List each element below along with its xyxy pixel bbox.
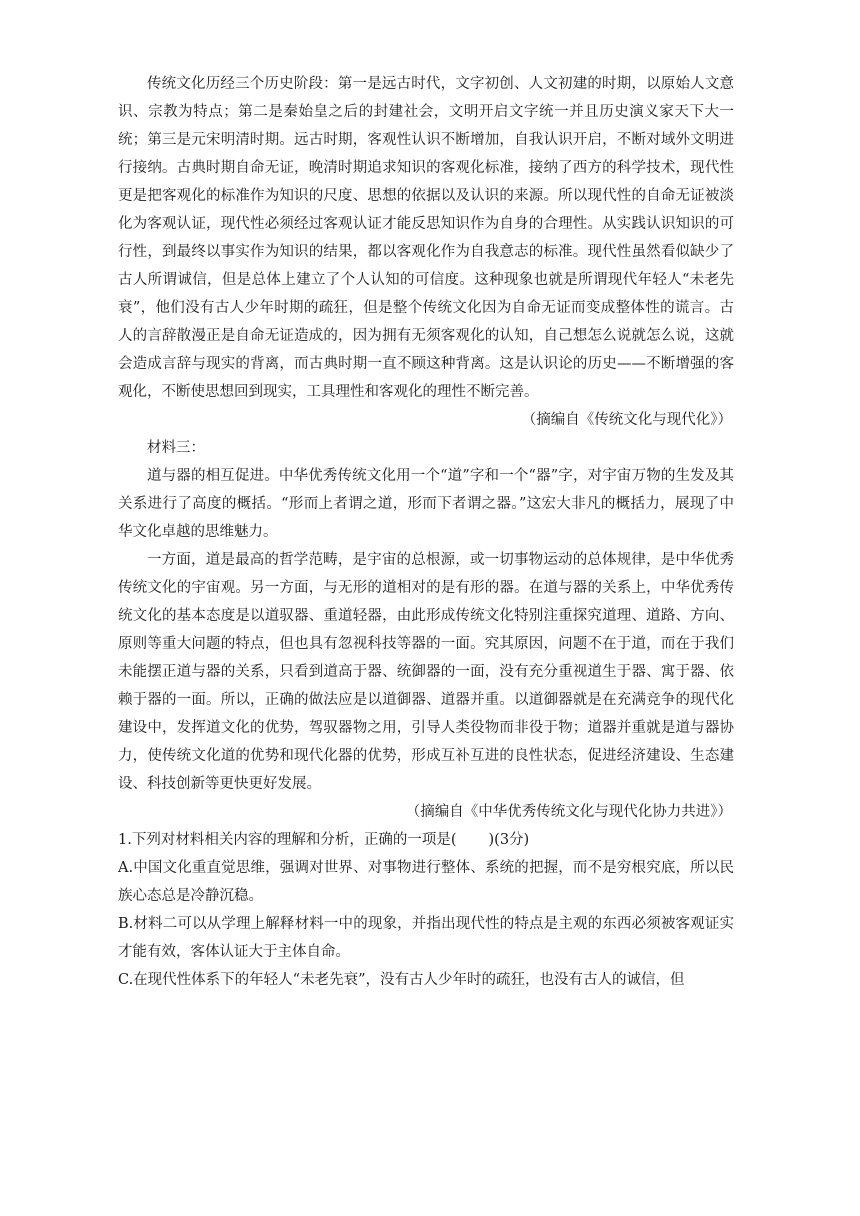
document-page — [118, 70, 734, 994]
question-1-stem — [118, 826, 734, 854]
material3-paragraph-1: 道与器的相互促进。中华优秀传统文化用一个“道”字和一个“器”字，对宇宙万物的生发及其关系进行了高度的概括。“形而上者谓之道，形而下者谓之器。”这宏大非凡的概括力，展现了中华文化卓越的思维魅力。 — [118, 468, 734, 540]
option-a: A.中国文化重直觉思维，强调对世界、对事物进行整体、系统的把握，而不是穷根究底，所以民族心态总是冷静沉稳。 — [118, 860, 734, 904]
material3-paragraph-2: 一方面，道是最高的哲学范畴，是宇宙的总根源，或一切事物运动的总体规律，是中华优秀传统文化的宇宙观。另一方面，与无形的道相对的是有形的器。在道与器的关系上，中华优秀传统文化的基本态度是以道驭器、重道轻器，由此形成传统文化特别注重探究道理、道路、方向、原则等重大问题的特点，但也具有忽视科技等器的一面。究其原因，问题不在于道，而在于我们未能摆正道与器的关系，只看到道高于器、统御器的一面，没有充分重视道生于器、寓于器、依赖于器的一面。所以，正确的做法应是以道御器、道器并重。以道御器就是在充满竞争的现代化建设中，发挥道文化的优势，驾驭器物之用，引导人类役物而非役于物；道器并重就是道与器协力，使传统文化道的优势和现代化器的优势，形成互补互进的良性状态，促进经济建设、生态建设、科技创新等更快更好发展。 — [118, 552, 734, 792]
question-1-stem-before: 1.下列对材料相关内容的理解和分析，正确的一项是( — [118, 832, 457, 848]
material3-label: 材料三： — [147, 440, 205, 456]
option-c: C.在现代性体系下的年轻人“未老先衰”，没有古人少年时的疏狂，也没有古人的诚信，但 — [118, 972, 685, 988]
question-1-stem-after: )(3分) — [488, 832, 530, 848]
material2-paragraph: 传统文化历经三个历史阶段：第一是远古时代，文字初创、人文初建的时期，以原始人文意识、宗教为特点；第二是秦始皇之后的封建社会，文明开启文字统一并且历史演义家天下大一统；第三是元宋明清时期。远古时期，客观性认识不断增加，自我认识开启，不断对域外文明进行接纳。古典时期自命无证，晚清时期追求知识的客观化标准，接纳了西方的科学技术，现代性更是把客观化的标准作为知识的尺度、思想的依据以及认识的来源。所以现代性的自命无证被淡化为客观认证，现代性必须经过客观认证才能反思知识作为自身的合理性。从实践认识知识的可行性，到最终以事实作为知识的结果，都以客观化作为自我意志的标准。现代性虽然看似缺少了古人所谓诚信，但是总体上建立了个人认知的可信度。这种现象也就是所谓现代年轻人“未老先衰”，他们没有古人少年时期的疏狂，但是整个传统文化因为自命无证而变成整体性的谎言。古人的言辞散漫正是自命无证造成的，因为拥有无须客观化的认知，自己想怎么说就怎么说，这就会造成言辞与现实的背离，而古典时期一直不顾这种背离。这是认识论的历史——不断增强的客观化，不断使思想回到现实，工具理性和客观化的理性不断完善。 — [118, 76, 734, 400]
material2-source: （摘编自《传统文化与现代化》） — [521, 412, 732, 428]
option-b: B.材料二可以从学理上解释材料一中的现象，并指出现代性的特点是主观的东西必须被客观证实才能有效，客体认证大于主体自命。 — [118, 916, 734, 960]
material3-source: （摘编自《中华优秀传统文化与现代化协力共进》） — [405, 804, 732, 820]
